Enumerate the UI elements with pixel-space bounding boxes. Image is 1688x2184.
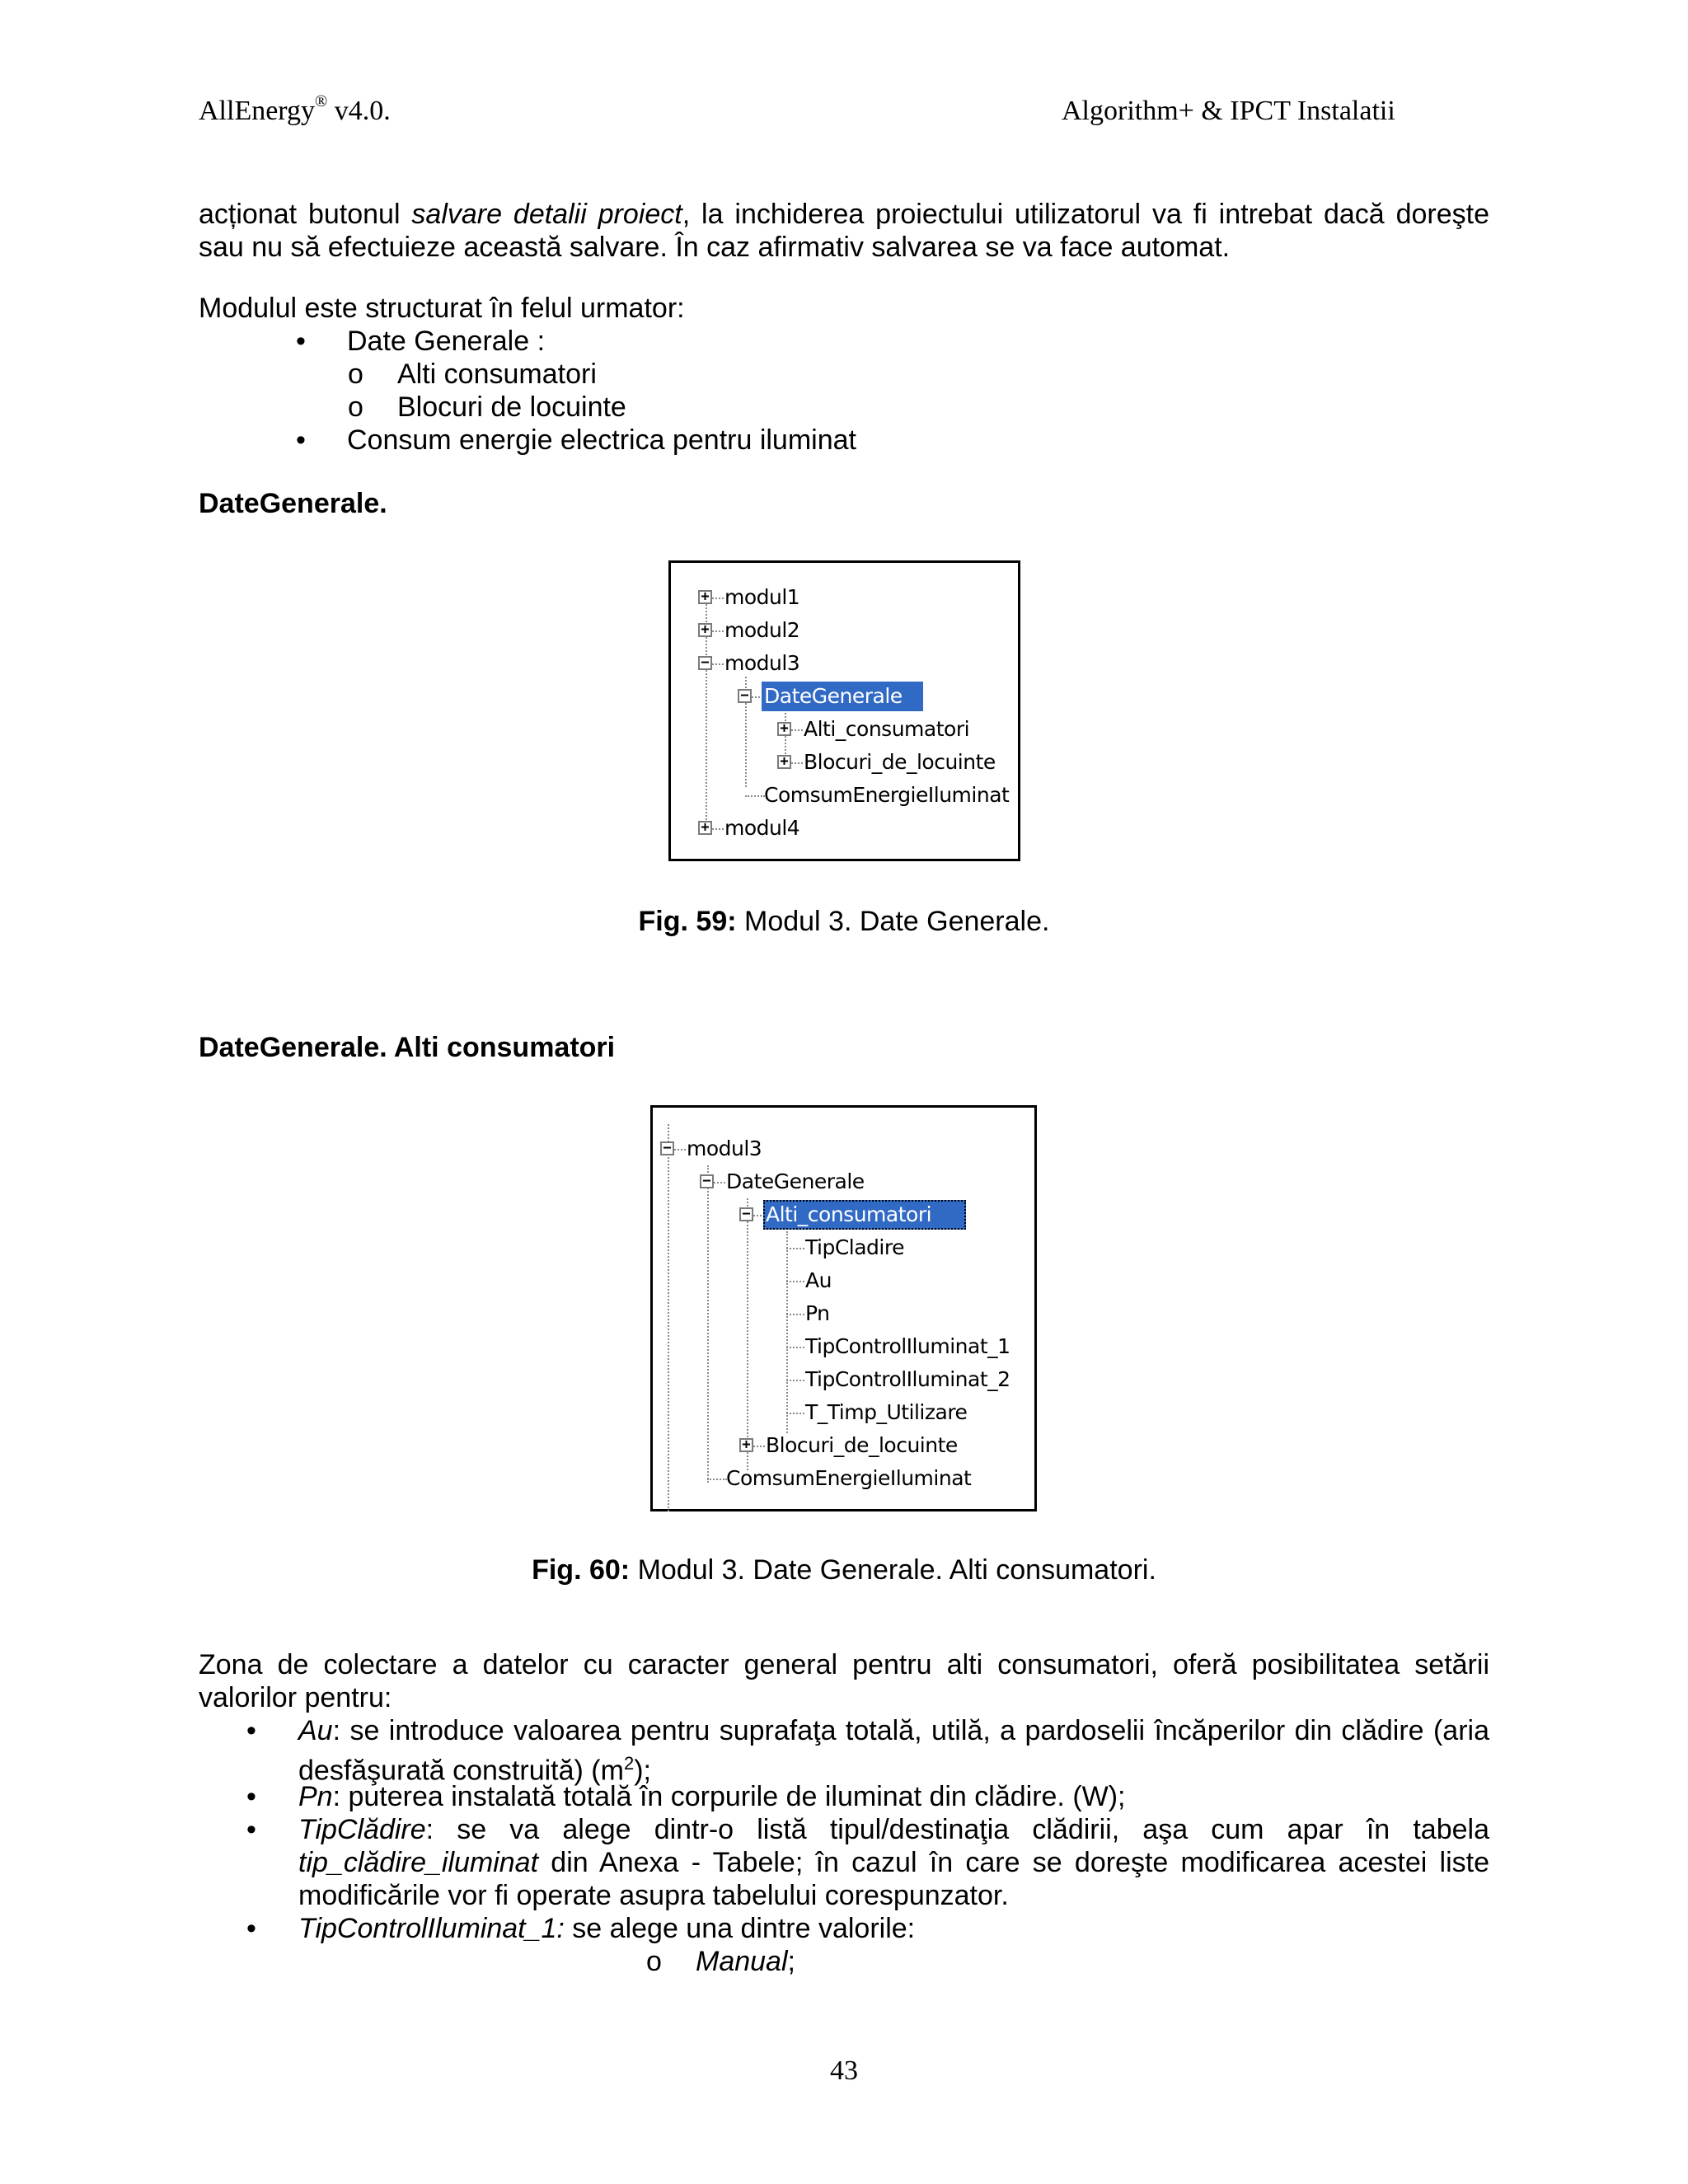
tree-node-modul2[interactable]: modul2 bbox=[724, 618, 800, 642]
tree-node-modul3[interactable]: modul3 bbox=[687, 1137, 762, 1160]
tree-node-tip-control-iluminat-1[interactable]: TipControlIluminat_1 bbox=[805, 1334, 1010, 1358]
tree-node-comsum-energie-iluminat[interactable]: ComsumEnergieIluminat bbox=[764, 783, 1010, 807]
list-item: • Au: se introduce valoarea pentru suprafaţa totală, utilă, a pardoselii încăperilor din clădire (aria desfăşurată construită) $(m^2)$; bbox=[246, 1715, 1489, 1787]
collapse-icon[interactable]: − bbox=[698, 656, 712, 670]
tree-node-pn[interactable]: Pn bbox=[805, 1301, 830, 1325]
section-heading-date-generale: DateGenerale. bbox=[199, 488, 387, 519]
collapse-icon[interactable]: − bbox=[739, 1207, 753, 1221]
tree-node-modul1[interactable]: modul1 bbox=[724, 585, 800, 609]
expand-icon[interactable]: + bbox=[739, 1438, 753, 1452]
tree-node-t-timp-utilizare[interactable]: T_Timp_Utilizare bbox=[805, 1400, 968, 1424]
expand-icon[interactable]: + bbox=[777, 722, 791, 736]
circle-bullet-icon: o bbox=[348, 359, 363, 390]
bullet-icon: • bbox=[296, 326, 306, 357]
expand-icon[interactable]: + bbox=[698, 623, 712, 637]
expand-icon[interactable]: + bbox=[777, 755, 791, 769]
collapse-icon[interactable]: − bbox=[700, 1174, 714, 1188]
tree-node-alti-consumatori[interactable]: Alti_consumatori bbox=[763, 1200, 966, 1230]
list-item: • TipControlIluminat_1: se alege una dintre valorile: bbox=[246, 1913, 916, 1944]
tree-node-modul4[interactable]: modul4 bbox=[724, 816, 800, 840]
tree-node-alti-consumatori[interactable]: Alti_consumatori bbox=[804, 717, 970, 741]
tree-node-blocuri-de-locuinte[interactable]: Blocuri_de_locuinte bbox=[804, 750, 996, 774]
bullet-icon: • bbox=[246, 1913, 256, 1944]
list-item: • Pn: puterea instalată totală în corpurile de iluminat din clădire. (W); bbox=[246, 1781, 1126, 1812]
list-item: o Manual; bbox=[646, 1946, 795, 1977]
tree-node-date-generale[interactable]: DateGenerale bbox=[762, 682, 923, 711]
bullet-icon: • bbox=[296, 424, 306, 456]
tree-view-figure-60 bbox=[650, 1105, 1037, 1511]
circle-bullet-icon: o bbox=[348, 391, 363, 423]
tree-view-figure-59 bbox=[668, 560, 1020, 861]
structure-lead: Modulul este structurat în felul urmator: bbox=[199, 293, 685, 324]
tree-node-au[interactable]: Au bbox=[805, 1268, 832, 1292]
header-right-title: Algorithm+ & IPCT Instalatii bbox=[1062, 96, 1395, 126]
zona-paragraph: Zona de colectare a datelor cu caracter general pentru alti consumatori, oferă posibilitatea setării valorilor pentru: bbox=[199, 1649, 1489, 1713]
collapse-icon[interactable]: − bbox=[738, 689, 752, 703]
tree-node-date-generale[interactable]: DateGenerale bbox=[726, 1169, 865, 1193]
bullet-icon: • bbox=[246, 1814, 256, 1845]
tree-node-blocuri-de-locuinte[interactable]: Blocuri_de_locuinte bbox=[766, 1433, 958, 1457]
figure-60-caption: Fig. 60: Modul 3. Date Generale. Alti consumatori. bbox=[532, 1554, 1156, 1586]
figure-59-caption: Fig. 59: Modul 3. Date Generale. bbox=[638, 906, 1050, 937]
tree-node-modul3[interactable]: modul3 bbox=[724, 651, 800, 675]
tree-node-tip-control-iluminat-2[interactable]: TipControlIluminat_2 bbox=[805, 1367, 1010, 1391]
intro-paragraph: acționat butonul salvare detalii proiect, la inchiderea proiectului utilizatorul va fi intrebat dacă doreşte sau nu să efectuieze această salvare. În caz afirmativ salvarea se va face automat. bbox=[199, 199, 1489, 263]
circle-bullet-icon: o bbox=[646, 1946, 662, 1977]
collapse-icon[interactable]: − bbox=[660, 1141, 674, 1155]
tree-node-tip-cladire[interactable]: TipCladire bbox=[805, 1235, 904, 1259]
header-left-title: AllEnergy® v4.0. bbox=[199, 92, 391, 126]
list-item: • TipClădire: se va alege dintr-o listă tipul/destinaţia clădirii, aşa cum apar în tabela tip_clădire_iluminat din Anexa - Tabele; în cazul în care se doreşte modificarea acestei liste modificările vor fi operate asupra tabelului corespunzator. bbox=[246, 1814, 1489, 1911]
expand-icon[interactable]: + bbox=[698, 590, 712, 604]
expand-icon[interactable]: + bbox=[698, 821, 712, 835]
bullet-icon: • bbox=[246, 1715, 256, 1746]
page-number: 43 bbox=[830, 2055, 858, 2086]
section-heading-alti-consumatori: DateGenerale. Alti consumatori bbox=[199, 1032, 616, 1063]
tree-node-comsum-energie-iluminat[interactable]: ComsumEnergieIluminat bbox=[726, 1466, 972, 1490]
bullet-icon: • bbox=[246, 1781, 256, 1812]
